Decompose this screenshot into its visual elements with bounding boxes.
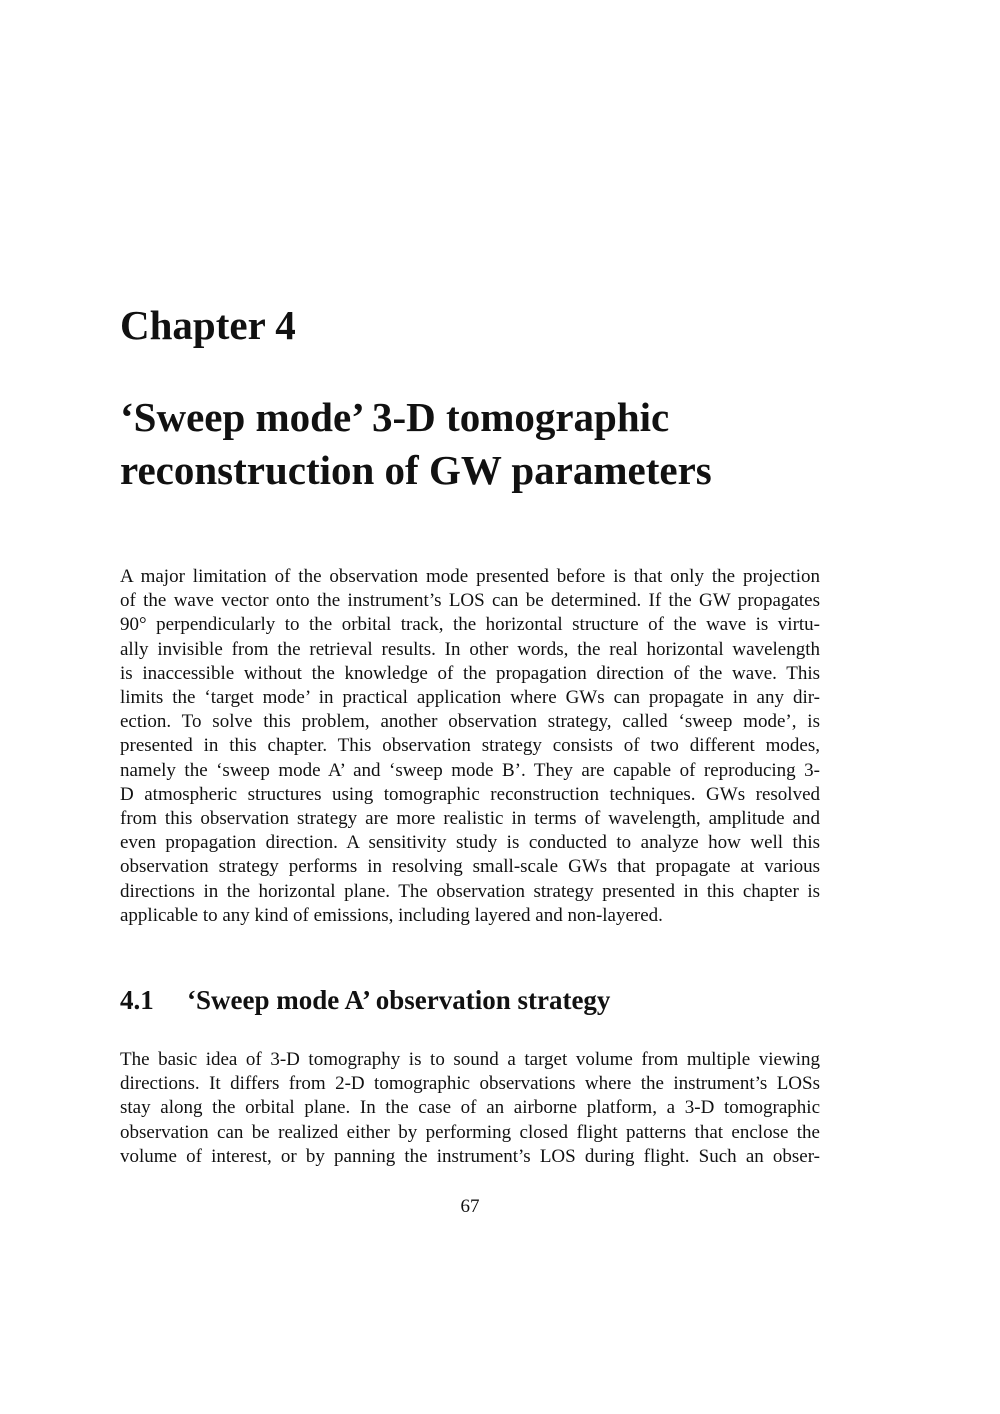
paragraph-line: D atmospheric structures using tomographic reconstruction techniques. GWs resolved — [120, 783, 820, 805]
paragraph-line: presented in this chapter. This observation strategy consists of two different modes, — [120, 735, 820, 757]
paragraph-line: directions in the horizontal plane. The observation strategy presented in this chapter is — [120, 880, 820, 902]
section-number: 4.1 — [120, 985, 154, 1015]
paragraph-line: observation can be realized either by performing closed flight patterns that enclose the — [120, 1121, 820, 1143]
paragraph-line: A major limitation of the observation mode presented before is that only the projection — [120, 566, 820, 587]
paragraph-line: 90° perpendicularly to the orbital track, the horizontal structure of the wave is virtu- — [120, 614, 820, 636]
paragraph-line: from this observation strategy are more realistic in terms of wavelength, amplitude and — [120, 808, 820, 830]
intro-paragraph — [120, 565, 820, 928]
chapter-label: Chapter 4 — [120, 302, 296, 348]
paragraph-line: is inaccessible without the knowledge of the propagation direction of the wave. This — [120, 662, 820, 684]
chapter-title-line: reconstruction of GW parameters — [120, 447, 712, 493]
paragraph-line: The basic idea of 3-D tomography is to sound a target volume from multiple viewing — [120, 1049, 820, 1070]
section-heading — [120, 983, 610, 1017]
chapter-title-line: ‘Sweep mode’ 3-D tomographic — [120, 394, 670, 440]
paragraph-line: stay along the orbital plane. In the case of an airborne platform, a 3-D tomographic — [120, 1097, 820, 1119]
paragraph-line: volume of interest, or by panning the instrument’s LOS during flight. Such an obser- — [120, 1145, 820, 1167]
paragraph-line: directions. It differs from 2-D tomographic observations where the instrument’s LOSs — [120, 1073, 820, 1095]
paragraph-line: ally invisible from the retrieval results. In other words, the real horizontal wavelength — [120, 638, 820, 660]
paragraph-line: of the wave vector onto the instrument’s LOS can be determined. If the GW propagates — [120, 590, 820, 612]
paragraph-line: even propagation direction. A sensitivity study is conducted to analyze how well this — [120, 832, 820, 854]
paragraph-line: namely the ‘sweep mode A’ and ‘sweep mode B’. They are capable of reproducing 3- — [120, 759, 820, 781]
section-title: ‘Sweep mode A’ observation strategy — [187, 985, 611, 1015]
section-paragraph — [120, 1048, 820, 1169]
paragraph-line: applicable to any kind of emissions, including layered and non-layered. — [120, 904, 663, 926]
chapter-title — [120, 391, 712, 497]
page-number: 67 — [460, 1196, 480, 1217]
paragraph-line: limits the ‘target mode’ in practical application where GWs can propagate in any dir- — [120, 687, 820, 709]
paragraph-line: ection. To solve this problem, another observation strategy, called ‘sweep mode’, is — [120, 711, 820, 733]
paragraph-line: observation strategy performs in resolving small-scale GWs that propagate at various — [120, 856, 820, 878]
